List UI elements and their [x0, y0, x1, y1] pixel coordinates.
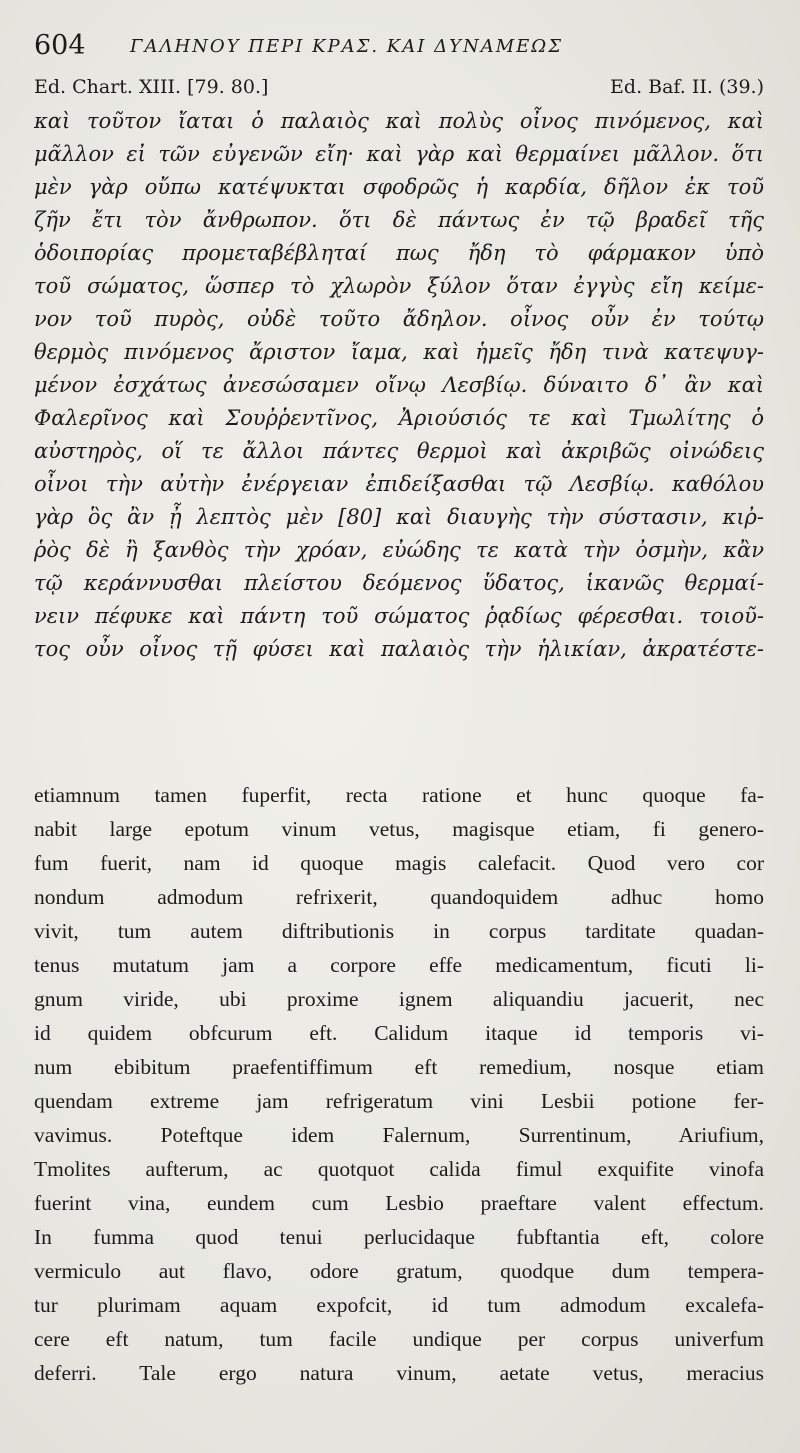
greek-text-line: νον τοῦ πυρὸς, οὐδὲ τοῦτο ἄδηλον. οἶνος οὖν ἐν τούτῳ	[34, 307, 764, 331]
greek-text-block	[34, 105, 764, 666]
greek-text-line: μᾶλλον εἰ τῶν εὐγενῶν εἴη· καὶ γὰρ καὶ θερμαίνει μᾶλλον. ὅτι	[34, 142, 764, 166]
latin-text-line: quendam extreme jam refrigeratum vini Lesbii potione fer-	[34, 1089, 764, 1113]
greek-text-line: θερμὸς πινόμενος ἄριστον ἴαμα, καὶ ἡμεῖς ἤδη τινὰ κατεψυγ-	[34, 340, 764, 364]
latin-text-line: vavimus. Poteftque idem Falernum, Surrentinum, Ariufium,	[34, 1123, 764, 1147]
latin-text-line: etiamnum tamen fuperfit, recta ratione et hunc quoque fa-	[34, 783, 764, 807]
greek-text-line: αὐστηρὸς, οἵ τε ἄλλοι πάντες θερμοὶ καὶ ἀκριβῶς οἰνώδεις	[34, 439, 764, 463]
latin-text-line: fum fuerit, nam id quoque magis calefacit. Quod vero cor	[34, 851, 764, 875]
greek-text-line: μὲν γὰρ οὔπω κατέψυκται σφοδρῶς ἡ καρδία, δῆλον ἐκ τοῦ	[34, 175, 764, 199]
greek-text-line: καὶ τοῦτον ἴαται ὁ παλαιὸς καὶ πολὺς οἶνος πινόμενος, καὶ	[34, 109, 764, 133]
latin-text-line: cere eft natum, tum facile undique per corpus univerfum	[34, 1327, 764, 1351]
greek-text-line: μένον ἐσχάτως ἀνεσώσαμεν οἴνῳ Λεσβίῳ. δύναιτο δ᾽ ἂν καὶ	[34, 373, 764, 397]
latin-text-line: In fumma quod tenui perlucidaque fubftantia eft, colore	[34, 1225, 764, 1249]
greek-text-line: νειν πέφυκε καὶ πάντη τοῦ σώματος ῥᾳδίως φέρεσθαι. τοιοῦ-	[34, 604, 764, 628]
greek-text-line: οἶνοι τὴν αὐτὴν ἐνέργειαν ἐπιδείξασθαι τῷ Λεσβίῳ. καθόλου	[34, 472, 764, 496]
edition-basel-reference: Ed. Baf. II. (39.)	[610, 76, 764, 98]
greek-text-line: ῥὸς δὲ ἢ ξανθὸς τὴν χρόαν, εὐώδης τε κατὰ τὴν ὀσμὴν, κἂν	[34, 538, 764, 562]
greek-text-line: τῷ κεράννυσθαι πλείστου δεόμενος ὕδατος, ἱκανῶς θερμαί-	[34, 571, 764, 595]
running-head	[34, 30, 774, 66]
greek-text-line: ζῆν ἔτι τὸν ἄνθρωπον. ὅτι δὲ πάντως ἐν τῷ βραδεῖ τῆς	[34, 208, 764, 232]
latin-text-line: id quidem obfcurum eft. Calidum itaque id temporis vi-	[34, 1021, 764, 1045]
latin-text-line: Tmolites aufterum, ac quotquot calida fimul exquifite vinofa	[34, 1157, 764, 1181]
latin-text-line: num ebibitum praefentiffimum eft remedium, nosque etiam	[34, 1055, 764, 1079]
latin-text-line: deferri. Tale ergo natura vinum, aetate vetus, meracius	[34, 1361, 764, 1385]
latin-text-line: gnum viride, ubi proxime ignem aliquandiu jacuerit, nec	[34, 987, 764, 1011]
greek-text-line: τος οὖν οἶνος τῇ φύσει καὶ παλαιὸς τὴν ἡλικίαν, ἀκρατέστε-	[34, 637, 764, 661]
running-title: ΓΑΛΗΝΟΥ ΠΕΡΙ ΚΡΑΣ. ΚΑΙ ΔΥΝΑΜΕΩΣ	[130, 36, 563, 57]
latin-text-line: nondum admodum refrixerit, quandoquidem adhuc homo	[34, 885, 764, 909]
latin-text-line: vermiculo aut flavo, odore gratum, quodque dum tempera-	[34, 1259, 764, 1283]
greek-text-line: Φαλερῖνος καὶ Σουῤῥεντῖνος, Ἀριούσιός τε καὶ Τμωλίτης ὁ	[34, 406, 764, 430]
latin-text-block	[34, 778, 764, 1390]
edition-reference-line	[34, 76, 764, 106]
edition-chartier-reference: Ed. Chart. XIII. [79. 80.]	[34, 76, 269, 98]
latin-text-line: fuerint vina, eundem cum Lesbio praeftare valent effectum.	[34, 1191, 764, 1215]
greek-text-line: γὰρ ὃς ἂν ᾖ λεπτὸς μὲν [80] καὶ διαυγὴς τὴν σύστασιν, κιῤ-	[34, 505, 764, 529]
latin-text-line: tur plurimam aquam expofcit, id tum admodum excalefa-	[34, 1293, 764, 1317]
greek-text-line: τοῦ σώματος, ὥσπερ τὸ χλωρὸν ξύλον ὅταν ἐγγὺς εἴη κείμε-	[34, 274, 764, 298]
page-number: 604	[34, 30, 86, 61]
latin-text-line: tenus mutatum jam a corpore effe medicamentum, ficuti li-	[34, 953, 764, 977]
greek-text-line: ὁδοιπορίας προμεταβέβληταί πως ἤδη τὸ φάρμακον ὑπὸ	[34, 241, 764, 265]
latin-text-line: vivit, tum autem diftributionis in corpus tarditate quadan-	[34, 919, 764, 943]
latin-text-line: nabit large epotum vinum vetus, magisque etiam, fi genero-	[34, 817, 764, 841]
